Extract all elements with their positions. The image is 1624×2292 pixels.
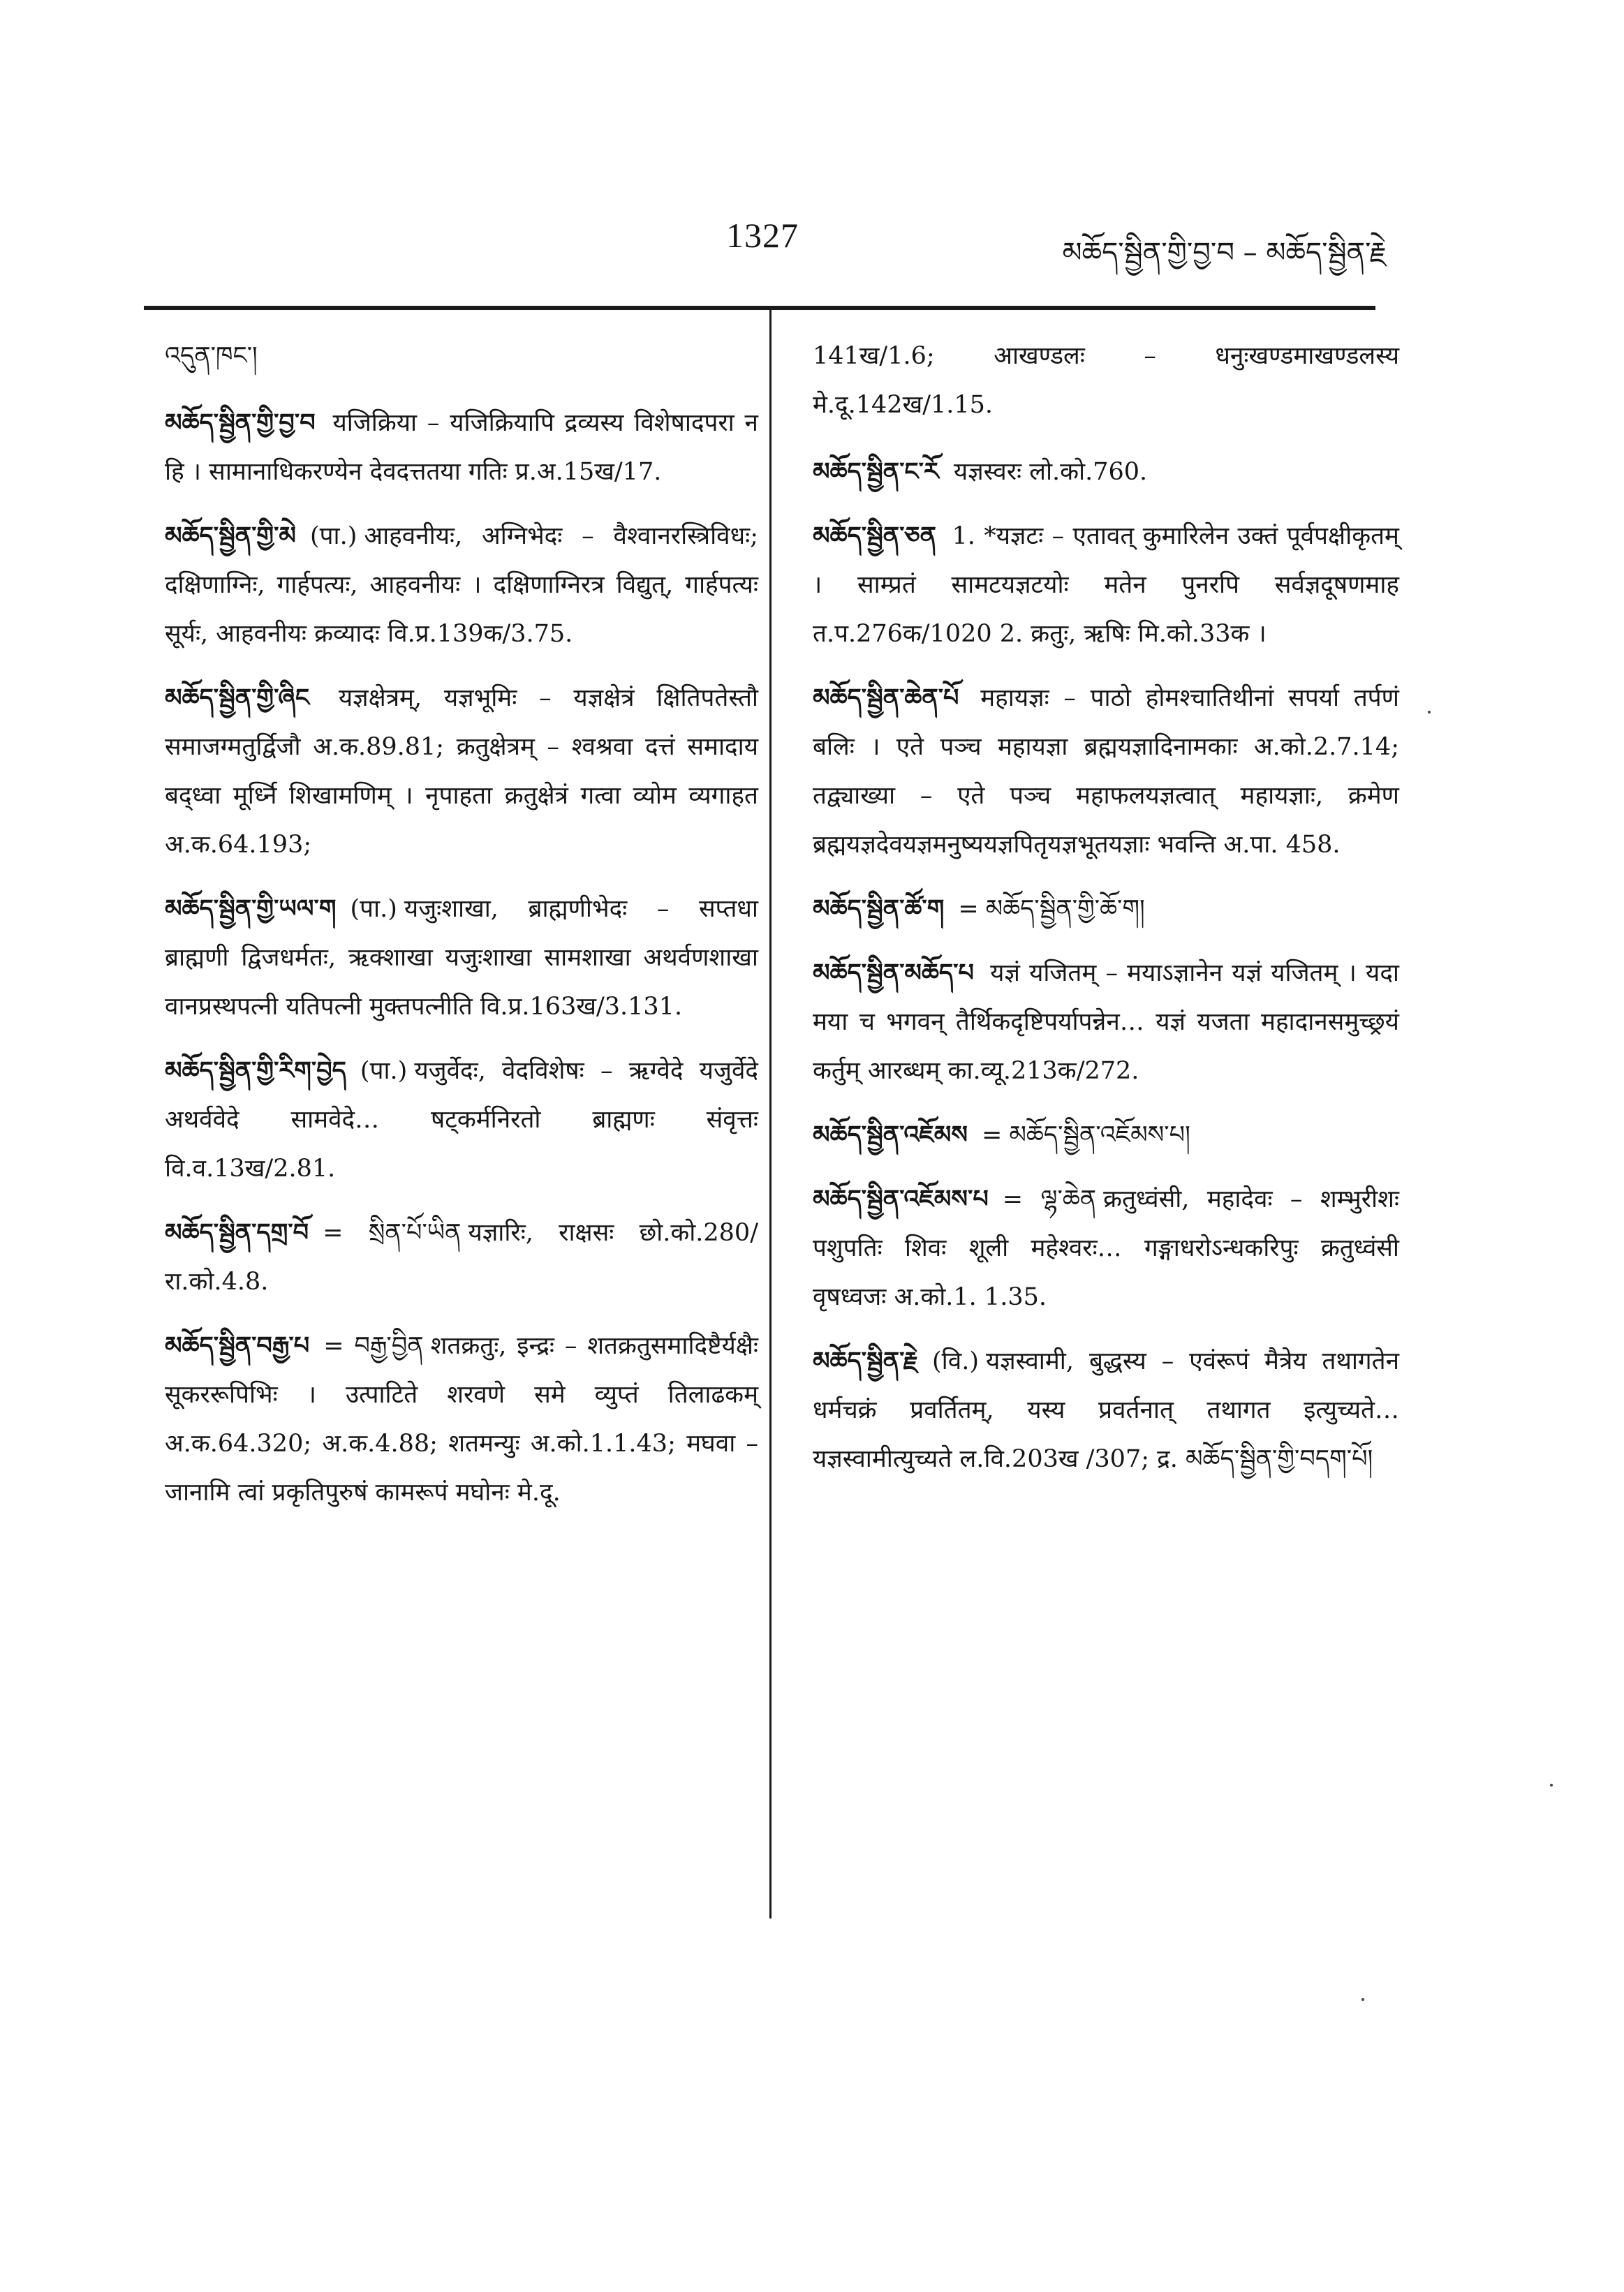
entry-text: 141ख/1.6; आखण्डलः – धनुःखण्डमाखण्डलस्य मे.दू.142ख/1.15. — [813, 342, 1399, 419]
dictionary-entry — [165, 512, 758, 658]
dictionary-entry — [165, 399, 758, 496]
headword: མཆོད་སྦྱིན་གྱི་ཞིང — [165, 683, 310, 712]
header-rule — [144, 306, 1375, 310]
headword: མཆོད་སྦྱིན་རྗེ — [813, 1347, 919, 1375]
dictionary-entry — [813, 448, 1399, 496]
headword: མཆོད་སྦྱིན་བརྒྱ་པ — [165, 1331, 310, 1360]
left-column — [165, 332, 758, 1532]
entry-text: यज्ञारिः, राक्षसः छो.को.280/रा.को.4.8. — [165, 1219, 758, 1296]
entry-text: यजुर्वेदः, वेदविशेषः – ऋग्वेदे यजुर्वेदे अथर्ववेदे सामवेदे… षट्कर्मनिरतो ब्राह्मणः संवृत्तः वि.व.13ख/2.81. — [165, 1057, 758, 1183]
headword: མཆོད་སྦྱིན་ཅན — [813, 522, 937, 550]
headword: མཆོད་སྦྱིན་མཆོད་པ — [813, 959, 974, 987]
headword: མཆོད་སྦྱིན་གྱི་མེ — [165, 522, 296, 550]
running-head: མཆོད་སྦྱིན་གྱི་བྱ་བ – མཆོད་སྦྱིན་རྗེ — [1062, 237, 1387, 269]
entry-text: 1. *यज्ञटः – एतावत् कुमारिलेन उक्तं पूर्वपक्षीकृतम् । साम्प्रतं सामटयज्ञटयोः मतेन पुनरपि सर्वज्ञदूषणमाह त.प.276क/1020 2. क्रतुः, ऋषिः मि.को.33क । — [813, 522, 1399, 648]
entry-text: यज्ञस्वरः लो.को.760. — [953, 458, 1148, 486]
right-column — [813, 332, 1399, 1499]
headword: མཆོད་སྦྱིན་གྱི་བྱ་བ — [165, 408, 316, 437]
equivalent-label: = — [981, 1121, 1003, 1149]
entry-text: མཆོད་སྦྱིན་འཇོམས་པ། — [1009, 1121, 1190, 1149]
entry-text: यजुःशाखा, ब्राह्मणीभेदः – सप्तधा ब्राह्मणी द्विजधर्मतः, ऋक्शाखा यजुःशाखा सामशाखा अथर्वणशाखा वानप्रस्थपत्नी यतिपत्नी मुक्तपत्नीति वि.प्र.163ख/3.131. — [165, 895, 758, 1021]
headword: མཆོད་སྦྱིན་འཇོམས་པ — [813, 1185, 989, 1213]
entry-text: शतक्रतुः, इन्द्रः – शतक्रतुसमादिष्टैर्यक्षैः सूकररूपिभिः । उत्पाटिते शरवणे समे व्युप्तं तिलाढकम् अ.क.64.320; अ.क.4.88; शतमन्युः अ.को.1.1.43; मघवा – जानामि त्वां प्रकृतिपुरुषं कामरूपं मघोनः मे.दू. — [165, 1332, 758, 1507]
headword: མཆོད་སྦྱིན་དགྲ་བོ — [165, 1218, 309, 1247]
headword: མཆོད་སྦྱིན་གྱི་རིག་བྱེད — [165, 1056, 346, 1085]
dictionary-entry — [165, 674, 758, 869]
entry-text: འདུན་ཁང་། — [165, 342, 258, 370]
dictionary-entry — [813, 674, 1399, 869]
entry-text: क्रतुध्वंसी, महादेवः – शम्भुरीशः पशुपतिः शिवः शूली महेश्वरः… गङ्गाधरोऽन्धकरिपुः क्रतुध्वंसी वृषध्वजः अ.को.1. 1.35. — [813, 1185, 1399, 1311]
equivalent-label: = བརྒྱ་བྱིན — [323, 1332, 424, 1360]
dictionary-entry — [165, 1208, 758, 1306]
entry-text: མཆོད་སྦྱིན་གྱི་ཆོ་ག། — [985, 895, 1145, 923]
grammar-label: (पा.) — [350, 895, 397, 923]
grammar-label: (वि.) — [932, 1347, 979, 1375]
dictionary-entry — [165, 1322, 758, 1517]
headword: མཆོད་སྦྱིན་གྱི་ཡལ་ག — [165, 894, 337, 923]
grammar-label: (पा.) — [360, 1057, 408, 1085]
dictionary-entry — [813, 949, 1399, 1095]
dictionary-entry — [813, 1175, 1399, 1322]
entry-text: आहवनीयः, अग्निभेदः – वैश्वानरस्त्रिविधः; दक्षिणाग्निः, गार्हपत्यः, आहवनीयः । दक्षिणाग्निरत्र विद्युत्, गार्हपत्यः सूर्यः, आहवनीयः क्रव्यादः वि.प्र.139क/3.75. — [165, 522, 758, 648]
equivalent-label: = ལྷ་ཆེན — [1002, 1185, 1097, 1213]
scan-speck — [1361, 1998, 1364, 2001]
continued-entry — [165, 332, 758, 380]
entry-text: यज्ञं यजितम् – मयाऽज्ञानेन यज्ञं यजितम् । यदा मया च भगवन् तैर्थिकदृष्टिपर्यापन्नेन… यज्ञं यजता महादानसमुच्छ्रयं कर्तुम् आरब्धम् का.व्यू.213क/272. — [813, 959, 1399, 1085]
page-number: 1327 — [726, 216, 799, 255]
column-divider — [769, 306, 772, 1918]
dictionary-entry — [813, 1111, 1399, 1160]
dictionary-entry — [813, 512, 1399, 658]
scan-speck — [1550, 1784, 1553, 1787]
headword: མཆོད་སྦྱིན་ཚོ་ག — [813, 894, 945, 923]
headword: མཆོད་སྦྱིན་འཇོམས — [813, 1121, 968, 1149]
dictionary-entry — [165, 885, 758, 1031]
entry-text: यजिक्रिया – यजिक्रियापि द्रव्यस्य विशेषादपरा न हि । सामानाधिकरण्येन देवदत्ततया गतिः प्र.अ.15ख/17. — [165, 409, 758, 486]
scan-speck — [1428, 711, 1431, 714]
dictionary-entry — [813, 1337, 1399, 1484]
headword: མཆོད་སྦྱིན་ང་རོ — [813, 457, 939, 486]
equivalent-label: = སྲིན་པོ་ཡིན — [323, 1219, 462, 1247]
dictionary-entry — [813, 885, 1399, 933]
headword: མཆོད་སྦྱིན་ཆེན་པོ — [813, 683, 959, 712]
continued-entry — [813, 332, 1399, 429]
entry-text: यज्ञस्वामी, बुद्धस्य – एवंरूपं मैत्रेय तथागतेन धर्मचक्रं प्रवर्तितम्, यस्य प्रवर्तनात् तथागत इत्युच्यते… यज्ञस्वामीत्युच्यते ल.वि.203ख /307; द्र. མཆོད་སྦྱིན་གྱི་བདག་པོ། — [813, 1347, 1399, 1473]
entry-text: महायज्ञः – पाठो होमश्चातिथीनां सपर्या तर्पणं बलिः । एते पञ्च महायज्ञा ब्रह्मयज्ञादिनामकाः अ.को.2.7.14; तद्व्याख्या – एते पञ्च महाफलयज्ञत्वात् महायज्ञाः, क्रमेण ब्रह्मयज्ञदेवयज्ञमनुष्ययज्ञपितृयज्ञभूतयज्ञाः भवन्ति अ.पा. 458. — [813, 684, 1399, 859]
equivalent-label: = — [958, 895, 979, 923]
dictionary-entry — [165, 1047, 758, 1193]
entry-text: यज्ञक्षेत्रम्, यज्ञभूमिः – यज्ञक्षेत्रं क्षितिपतेस्तौ समाजग्मतुर्द्विजौ अ.क.89.81; क्रतुक्षेत्रम् – श्वश्रवा दत्तं समादाय बद्ध्वा मूर्ध्नि शिखामणिम् । नृपाहता क्रतुक्षेत्रं गत्वा व्योम व्यगाहत अ.क.64.193; — [165, 684, 758, 859]
grammar-label: (पा.) — [310, 522, 357, 550]
